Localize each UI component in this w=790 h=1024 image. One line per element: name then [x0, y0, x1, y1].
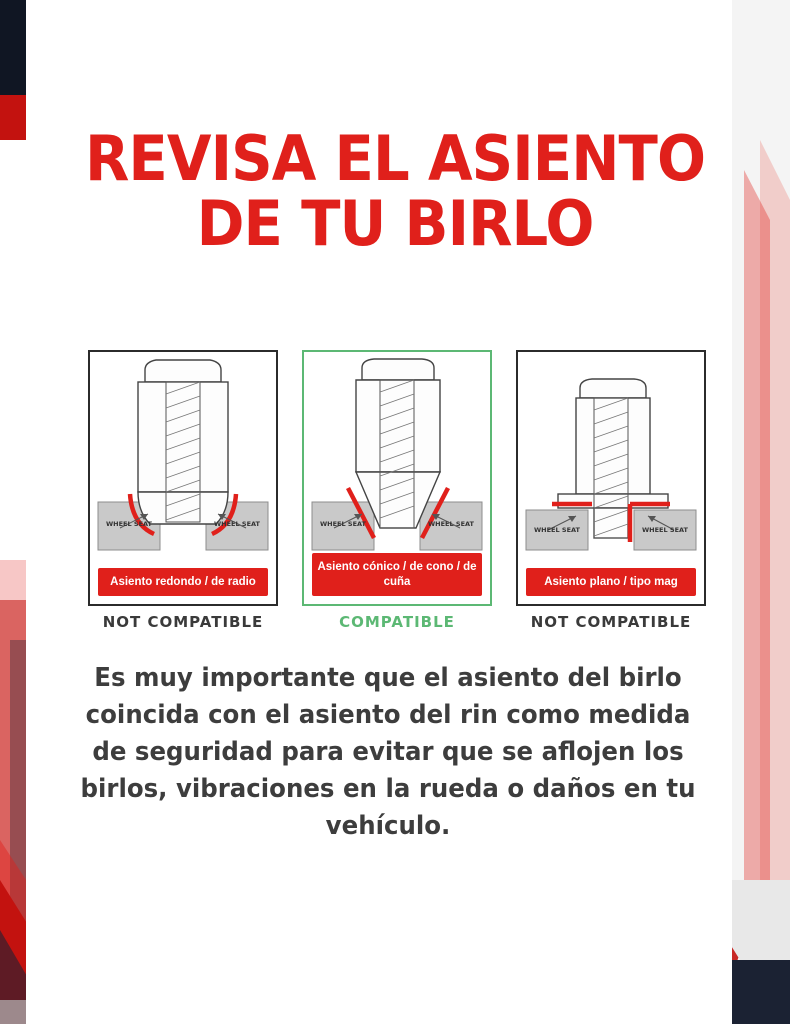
seat-card-conical	[302, 350, 492, 631]
svg-text:WHEEL SEAT: WHEEL SEAT	[320, 520, 366, 528]
seat-card-conical-label: Asiento cónico / de cono / de cuña	[312, 553, 482, 596]
radius-seat-diagram	[90, 352, 276, 604]
svg-text:WHEEL SEAT: WHEEL SEAT	[428, 520, 474, 528]
seat-card-radius-illustration	[88, 350, 278, 606]
seat-card-conical-illustration	[302, 350, 492, 606]
seat-card-conical-status: COMPATIBLE	[339, 613, 455, 631]
svg-text:WHEEL SEAT: WHEEL SEAT	[642, 526, 688, 534]
title-area	[40, 122, 750, 261]
seat-card-flat-illustration	[516, 350, 706, 606]
svg-text:WHEEL SEAT: WHEEL SEAT	[214, 520, 260, 528]
seat-card-flat-label: Asiento plano / tipo mag	[526, 568, 696, 596]
seat-card-flat-status: NOT COMPATIBLE	[530, 613, 692, 631]
seat-card-radius-status: NOT COMPATIBLE	[102, 613, 264, 631]
seat-card-flat	[516, 350, 706, 631]
page-title: REVISA EL ASIENTO DE TU BIRLO	[84, 122, 706, 261]
svg-text:WHEEL SEAT: WHEEL SEAT	[106, 520, 152, 528]
seat-card-radius-label: Asiento redondo / de radio	[98, 568, 268, 596]
flat-mag-seat-diagram	[518, 352, 704, 604]
body-paragraph: Es muy importante que el asiento del birlo coincida con el asiento del rin como medida de seguridad para evitar que se aflojen los birlos, vibraciones en la rueda o daños en tu vehículo.	[80, 663, 696, 841]
seat-comparison-row	[88, 350, 708, 631]
seat-card-radius	[88, 350, 278, 631]
svg-text:WHEEL SEAT: WHEEL SEAT	[534, 526, 580, 534]
